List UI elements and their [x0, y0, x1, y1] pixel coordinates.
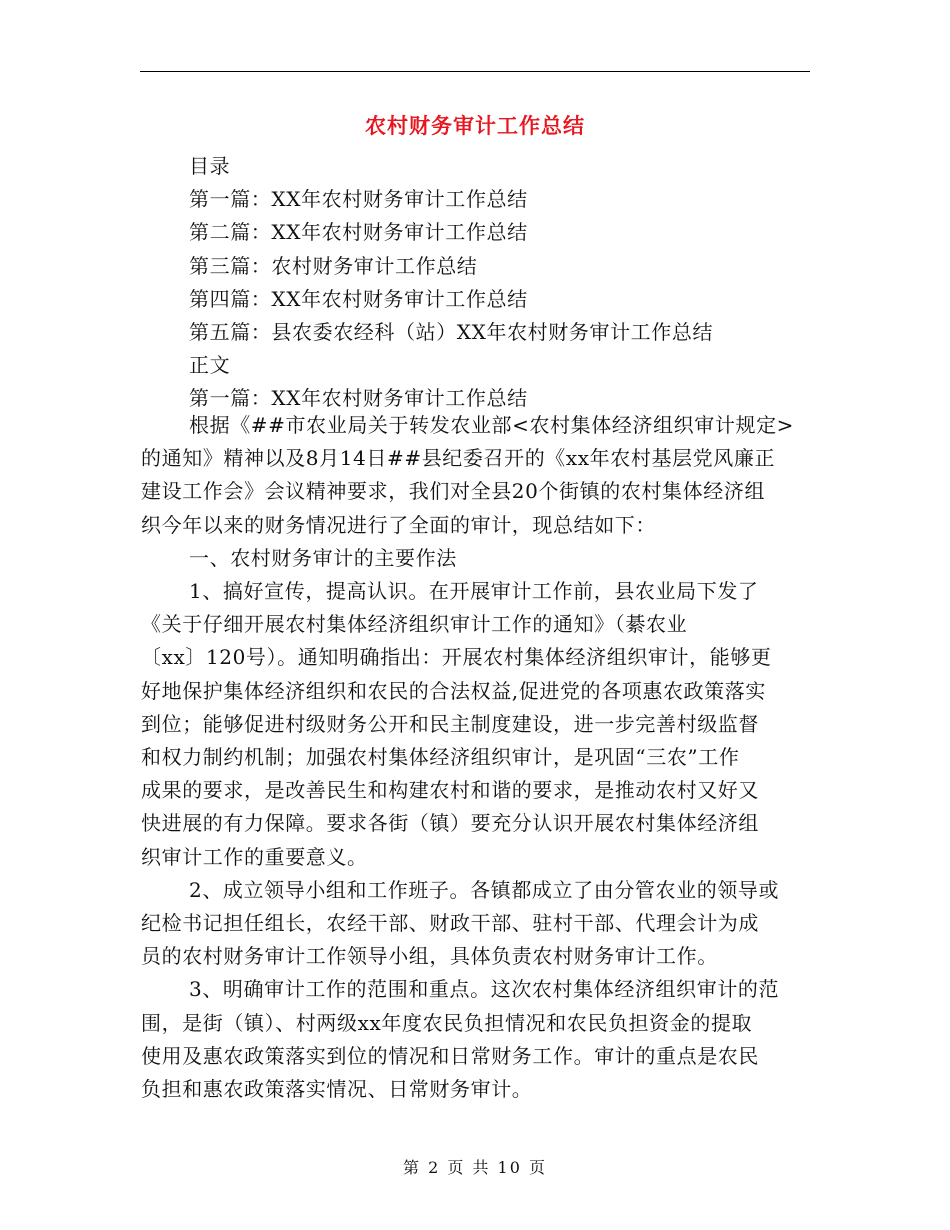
subheading [141, 542, 811, 575]
paragraph [141, 973, 811, 1106]
toc-item: 第四篇：XX年农村财务审计工作总结 [189, 286, 528, 311]
paragraph-line: 快进展的有力保障。要求各街（镇）要充分认识开展农村集体经济组 [141, 811, 759, 836]
paragraph-line: 负担和惠农政策落实情况、日常财务审计。 [141, 1077, 533, 1102]
paragraph-line: 《关于仔细开展农村集体经济组织审计工作的通知》（綦农业 [141, 612, 688, 637]
paragraph-line: 2、成立领导小组和工作班子。各镇都成立了由分管农业的领导或 [189, 877, 780, 902]
section-title: 第一篇：XX年农村财务审计工作总结 [189, 386, 528, 411]
toc-item: 第五篇：县农委农经科（站）XX年农村财务审计工作总结 [189, 320, 714, 345]
document-title: 农村财务审计工作总结 [365, 114, 585, 138]
paragraph-line: 员的农村财务审计工作领导小组，具体负责农村财务审计工作。 [141, 944, 718, 969]
paragraph-line: 到位；能够促进村级财务公开和民主制度建设，进一步完善村级监督 [141, 711, 759, 736]
toc-item: 第三篇：农村财务审计工作总结 [189, 253, 478, 278]
paragraph-line: 的通知》精神以及8月14日##县纪委召开的《xx年农村基层党风廉正 [141, 446, 776, 471]
toc-item: 第二篇：XX年农村财务审计工作总结 [189, 220, 528, 245]
header-rule [140, 71, 810, 72]
paragraph [141, 874, 811, 974]
toc-item: 第一篇：XX年农村财务审计工作总结 [189, 187, 528, 212]
paragraph [141, 409, 811, 542]
paragraph-line: 织今年以来的财务情况进行了全面的审计，现总结如下： [141, 512, 656, 537]
paragraph-line: 纪检书记担任组长，农经干部、财政干部、驻村干部、代理会计为成 [141, 911, 759, 936]
paragraph-line: 1、搞好宣传，提高认识。在开展审计工作前，县农业局下发了 [189, 579, 759, 604]
page-number: 第 2 页 共 10 页 [403, 1158, 547, 1177]
paragraph-line: 使用及惠农政策落实到位的情况和日常财务工作。审计的重点是农民 [141, 1043, 759, 1068]
paragraph-line: 织审计工作的重要意义。 [141, 844, 368, 869]
table-of-contents [189, 150, 713, 416]
paragraph-line: 建设工作会》会议精神要求，我们对全县20个街镇的农村集体经济组 [141, 479, 766, 504]
paragraph [141, 575, 811, 874]
paragraph-line: 成果的要求，是改善民生和构建农村和谐的要求，是推动农村又好又 [141, 778, 759, 803]
subheading-text: 一、农村财务审计的主要作法 [189, 545, 457, 570]
body-heading: 正文 [189, 353, 231, 378]
paragraph-line: 〔xx〕120号）。通知明确指出：开展农村集体经济组织审计，能够更 [141, 645, 772, 670]
toc-heading: 目录 [189, 154, 231, 178]
document-body [141, 409, 811, 1106]
paragraph-line: 和权力制约机制；加强农村集体经济组织审计，是巩固“三农”工作 [141, 745, 740, 770]
paragraph-line: 根据《##市农业局关于转发农业部<农村集体经济组织审计规定> [189, 413, 795, 437]
paragraph-line: 3、明确审计工作的范围和重点。这次农村集体经济组织审计的范 [189, 977, 780, 1002]
paragraph-line: 围，是街（镇）、村两级xx年度农民负担情况和农民负担资金的提取 [141, 1010, 753, 1035]
paragraph-line: 好地保护集体经济组织和农民的合法权益,促进党的各项惠农政策落实 [141, 678, 766, 703]
